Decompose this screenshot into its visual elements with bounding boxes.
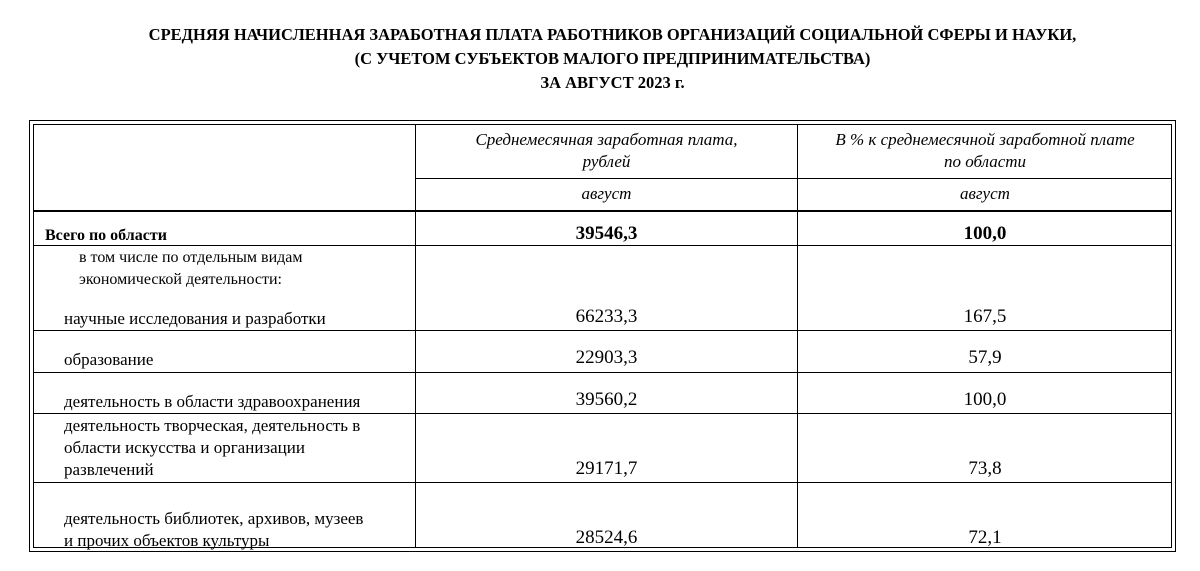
- header-percent-month: август: [960, 184, 1010, 203]
- report-title: [30, 23, 1195, 95]
- table-row-percent: 100,0: [963, 389, 1007, 410]
- table-row-label: образование: [64, 350, 154, 369]
- table-row-percent: 73,8: [968, 458, 1002, 479]
- header-sub-divider: [415, 178, 1172, 179]
- total-percent: 100,0: [963, 223, 1007, 244]
- header-salary-line-1: Среднемесячная заработная плата,: [475, 130, 738, 149]
- table-row-percent: 72,1: [968, 527, 1002, 548]
- title-line-2: (С УЧЕТОМ СУБЪЕКТОВ МАЛОГО ПРЕДПРИНИМАТЕЛЬСТВА): [354, 49, 871, 68]
- row-label-line: области искусства и организации: [64, 438, 305, 457]
- total-salary: 39546,3: [575, 223, 638, 244]
- header-salary: [416, 129, 797, 173]
- table-row-label: научные исследования и разработки: [64, 309, 326, 328]
- subheader-line-2: экономической деятельности:: [79, 271, 282, 288]
- table-row-salary: 39560,2: [575, 389, 638, 410]
- subheader-line-1: в том числе по отдельным видам: [79, 249, 303, 266]
- title-line-1: СРЕДНЯЯ НАЧИСЛЕННАЯ ЗАРАБОТНАЯ ПЛАТА РАБОТНИКОВ ОРГАНИЗАЦИЙ СОЦИАЛЬНОЙ СФЕРЫ И НАУКИ,: [148, 25, 1077, 44]
- table-row-label: [64, 415, 360, 481]
- header-bottom-divider: [33, 210, 1172, 212]
- total-label: Всего по области: [45, 227, 167, 244]
- header-salary-line-2: рублей: [582, 152, 631, 171]
- table-row-label: деятельность в области здравоохранения: [64, 392, 361, 411]
- table-row-percent: 57,9: [968, 347, 1002, 368]
- row-divider-3: [33, 413, 1172, 414]
- header-percent-line-2: по области: [943, 152, 1027, 171]
- breakdown-subheader: [79, 247, 303, 291]
- row-label-line: и прочих объектов культуры: [64, 531, 270, 550]
- table-row-percent: 167,5: [963, 306, 1007, 327]
- table-row-salary: 66233,3: [575, 306, 638, 327]
- row-divider-total: [33, 245, 1172, 246]
- header-salary-month: август: [581, 184, 632, 203]
- row-divider-2: [33, 372, 1172, 373]
- row-label-line: развлечений: [64, 460, 154, 479]
- table-row-salary: 22903,3: [575, 347, 638, 368]
- row-label-line: деятельность библиотек, архивов, музеев: [64, 509, 364, 528]
- header-percent-line-1: В % к среднемесячной заработной плате: [835, 130, 1135, 149]
- header-percent: [798, 129, 1172, 173]
- table-row-salary: 29171,7: [575, 458, 638, 479]
- row-divider-4: [33, 482, 1172, 483]
- table-row-salary: 28524,6: [575, 527, 638, 548]
- row-divider-1: [33, 330, 1172, 331]
- row-label-line: деятельность творческая, деятельность в: [64, 416, 361, 435]
- table-row-label: [64, 508, 363, 552]
- title-line-3: ЗА АВГУСТ 2023 г.: [540, 73, 685, 92]
